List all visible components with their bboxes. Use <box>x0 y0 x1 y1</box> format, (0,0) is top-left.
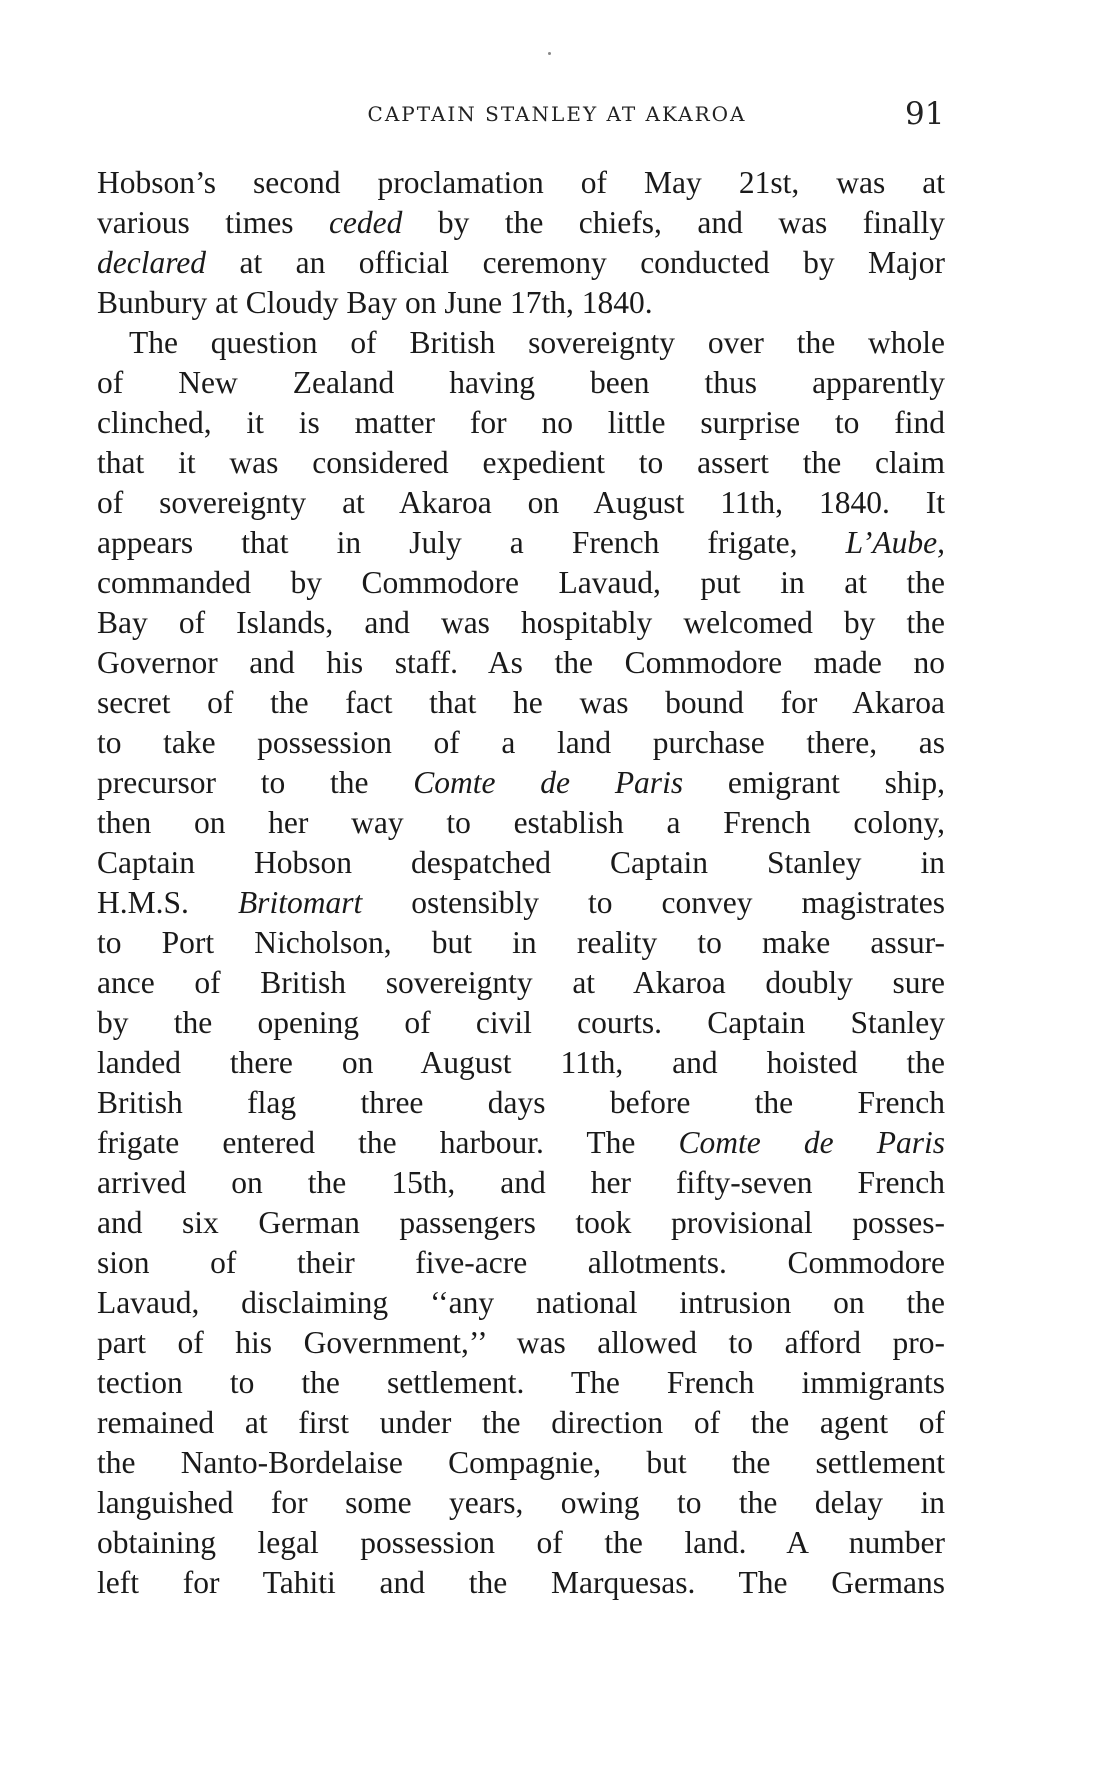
text-line <box>97 563 945 603</box>
text-segment: obtaining legal possession of the land. A number <box>97 1525 945 1560</box>
text-line <box>97 1003 945 1043</box>
text-line <box>97 323 945 363</box>
text-line <box>97 763 945 803</box>
text-segment: Hobson’s second proclamation of May 21st, was at <box>97 165 945 200</box>
text-segment: to take possession of a land purchase there, as <box>97 725 945 760</box>
text-segment: then on her way to establish a French colony, <box>97 805 945 840</box>
text-line <box>97 803 945 843</box>
text-line <box>97 523 945 563</box>
text-segment: Captain Hobson despatched Captain Stanley in <box>97 845 945 880</box>
text-line <box>97 483 945 523</box>
text-segment: to Port Nicholson, but in reality to make assur- <box>97 925 945 960</box>
text-segment: Bay of Islands, and was hospitably welcomed by the <box>97 605 945 640</box>
body-text <box>97 163 945 1603</box>
text-segment: Bunbury at Cloudy Bay on June 17th, 1840. <box>97 285 653 320</box>
text-segment: frigate entered the harbour. The <box>97 1125 679 1160</box>
text-line <box>97 723 945 763</box>
text-line <box>97 1243 945 1283</box>
text-line <box>97 1043 945 1083</box>
text-segment: Governor and his staff. As the Commodore made no <box>97 645 945 680</box>
text-segment: landed there on August 11th, and hoisted the <box>97 1045 945 1080</box>
text-segment: and six German passengers took provisional posses- <box>97 1205 945 1240</box>
text-line <box>97 283 945 323</box>
italic-text: Comte de Paris <box>678 1125 946 1160</box>
text-line <box>97 1483 945 1523</box>
text-line <box>97 843 945 883</box>
text-line <box>97 1563 945 1603</box>
text-line <box>97 1443 945 1483</box>
italic-text: L’Aube, <box>845 525 945 560</box>
italic-text: ceded <box>328 205 403 240</box>
text-segment: commanded by Commodore Lavaud, put in at the <box>97 565 945 600</box>
running-title: CAPTAIN STANLEY AT AKAROA <box>367 102 747 126</box>
text-segment: H.M.S. <box>97 885 238 920</box>
italic-text: Comte de Paris <box>413 765 684 800</box>
italic-text: declared <box>97 245 207 280</box>
text-line <box>97 443 945 483</box>
text-line <box>97 163 945 203</box>
text-segment: sion of their five-acre allotments. Commodore <box>97 1245 945 1280</box>
text-segment: left for Tahiti and the Marquesas. The Germans <box>97 1565 945 1600</box>
text-line <box>97 1083 945 1123</box>
text-segment: various times <box>97 205 329 240</box>
text-segment: emigrant ship, <box>683 765 946 800</box>
text-line <box>97 243 945 283</box>
text-segment: that it was considered expedient to assert the claim <box>97 445 945 480</box>
text-line <box>97 1163 945 1203</box>
text-line <box>97 1323 945 1363</box>
text-line <box>97 643 945 683</box>
text-line <box>97 923 945 963</box>
text-line <box>97 963 945 1003</box>
text-segment: ance of British sovereignty at Akaroa doubly sure <box>97 965 945 1000</box>
print-speck <box>548 52 551 55</box>
text-segment: clinched, it is matter for no little surprise to find <box>97 405 945 440</box>
text-segment: British flag three days before the French <box>97 1085 945 1120</box>
text-segment: secret of the fact that he was bound for Akaroa <box>97 685 945 720</box>
text-line <box>97 403 945 443</box>
text-segment: by the opening of civil courts. Captain Stanley <box>97 1005 945 1040</box>
text-segment: The question of British sovereignty over the whole <box>129 325 945 360</box>
text-segment: precursor to the <box>97 765 414 800</box>
running-header <box>0 96 1114 136</box>
text-segment: part of his Government,’’ was allowed to afford pro- <box>97 1325 945 1360</box>
italic-text: Britomart <box>237 885 363 920</box>
text-segment: of New Zealand having been thus apparently <box>97 365 945 400</box>
text-line <box>97 603 945 643</box>
text-segment: the Nanto-Bordelaise Compagnie, but the settlement <box>97 1445 945 1480</box>
text-segment: Lavaud, disclaiming ‘‘any national intrusion on the <box>97 1285 945 1320</box>
text-segment: languished for some years, owing to the delay in <box>97 1485 945 1520</box>
text-segment: of sovereignty at Akaroa on August 11th, 1840. It <box>97 485 945 520</box>
text-line <box>97 1403 945 1443</box>
text-line <box>97 883 945 923</box>
page-number: 91 <box>905 96 945 132</box>
text-segment: tection to the settlement. The French immigrants <box>97 1365 945 1400</box>
text-line <box>97 203 945 243</box>
text-line <box>97 363 945 403</box>
text-segment: at an official ceremony conducted by Major <box>206 245 945 280</box>
text-segment: remained at first under the direction of the agent of <box>97 1405 945 1440</box>
text-line <box>97 1123 945 1163</box>
text-line <box>97 683 945 723</box>
text-line <box>97 1203 945 1243</box>
text-segment: appears that in July a French frigate, <box>97 525 846 560</box>
text-line <box>97 1283 945 1323</box>
text-line <box>97 1523 945 1563</box>
text-line <box>97 1363 945 1403</box>
text-segment: by the chiefs, and was finally <box>402 205 946 240</box>
text-segment: ostensibly to convey magistrates <box>362 885 945 920</box>
text-segment: arrived on the 15th, and her fifty-seven French <box>97 1165 945 1200</box>
